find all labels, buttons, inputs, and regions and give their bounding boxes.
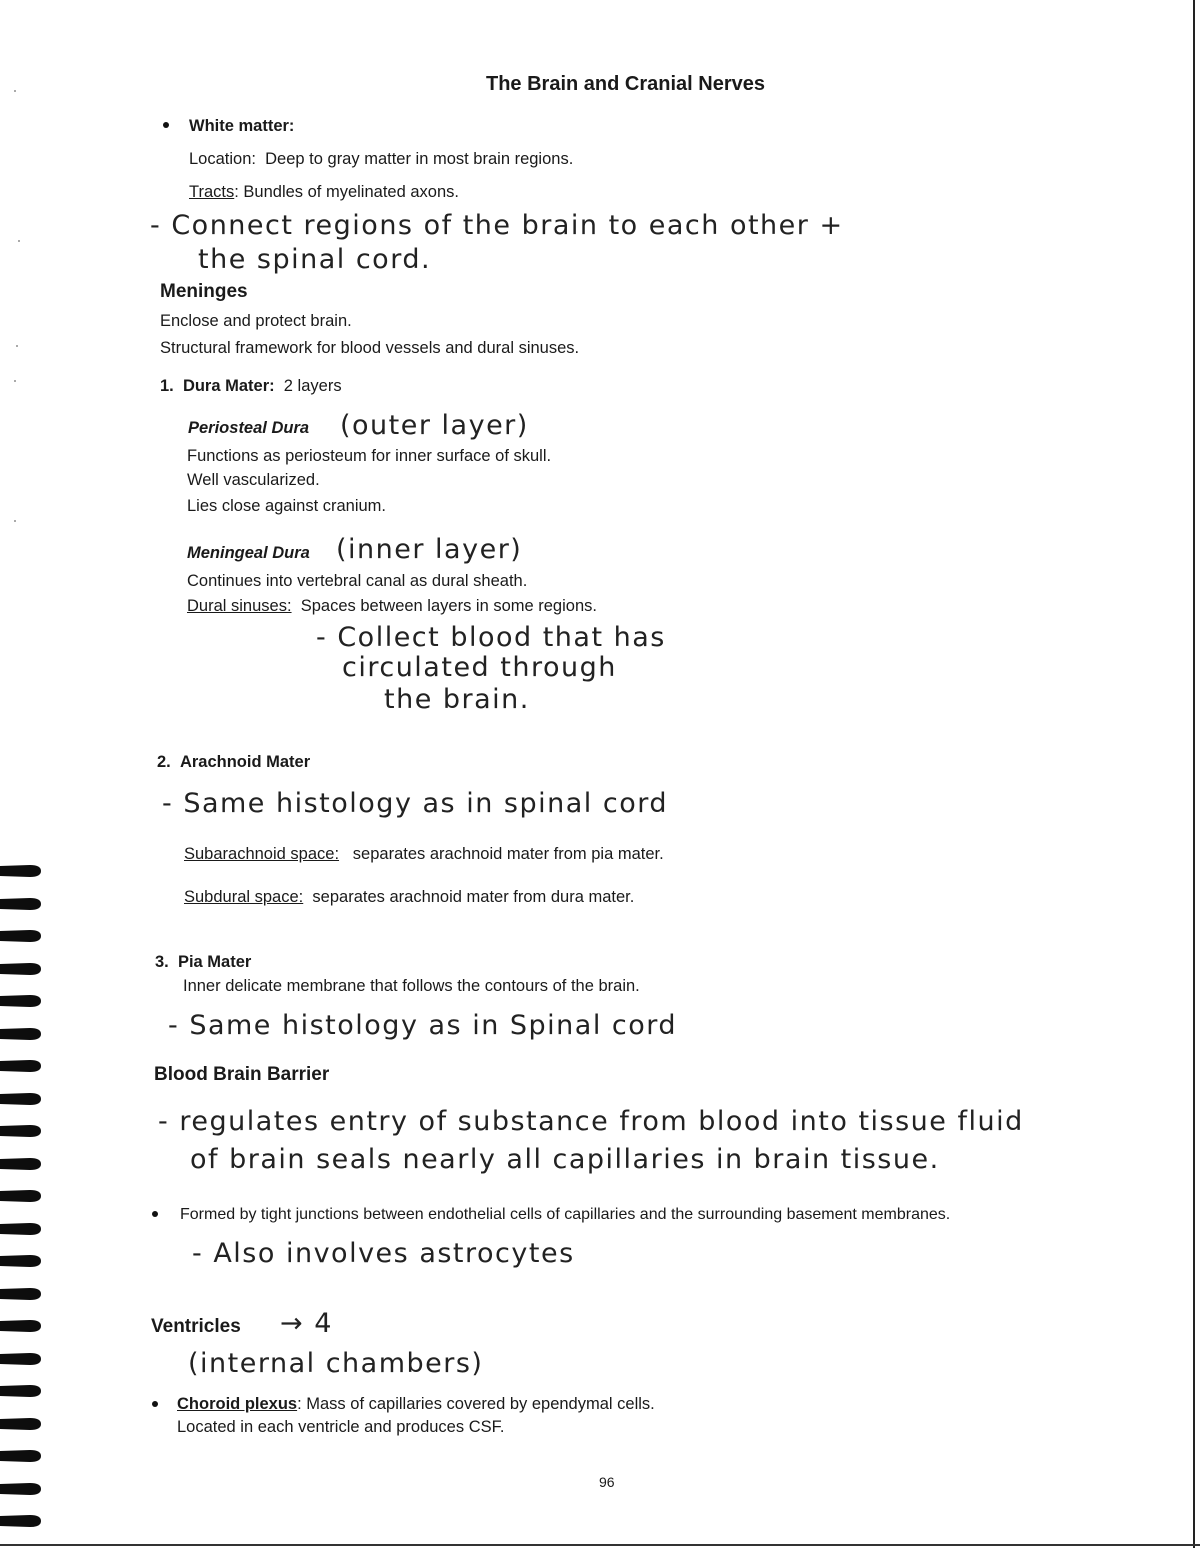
- binding-coil: [0, 1480, 42, 1498]
- binding-coil: [0, 1512, 42, 1530]
- handwritten-note: (inner layer): [336, 534, 523, 565]
- binding-coil: [0, 1382, 42, 1400]
- handwritten-note: - Also involves astrocytes: [192, 1238, 575, 1269]
- page-title: The Brain and Cranial Nerves: [486, 73, 765, 95]
- subdural-space: [184, 887, 634, 907]
- handwritten-note: the spinal cord.: [198, 244, 432, 275]
- handwritten-note: - Connect regions of the brain to each other +: [150, 210, 844, 241]
- binding-coil: [0, 1155, 42, 1173]
- choroid-plexus: [177, 1394, 655, 1414]
- bbb-heading: Blood Brain Barrier: [154, 1064, 330, 1085]
- handwritten-note: (outer layer): [340, 410, 529, 441]
- white-matter-tracts: [189, 182, 459, 202]
- binding-coil: [0, 960, 42, 978]
- binding-coil: [0, 1090, 42, 1108]
- meningeal-dura-heading: Meningeal Dura: [187, 544, 310, 562]
- arachnoid-heading: [157, 752, 310, 772]
- ventricles-heading: Ventricles: [151, 1316, 241, 1337]
- handwritten-note: circulated through: [342, 652, 617, 683]
- bullet: [152, 1401, 158, 1407]
- binding-coil: [0, 862, 42, 880]
- scan-speck: [14, 520, 16, 522]
- handwritten-note: - Same histology as in Spinal cord: [168, 1010, 678, 1041]
- page-edge-right: [1193, 0, 1195, 1548]
- binding-coil: [0, 1057, 42, 1075]
- scan-speck: [14, 90, 16, 92]
- pia-mater-text: Inner delicate membrane that follows the contours of the brain.: [183, 977, 640, 995]
- bullet: [152, 1211, 158, 1217]
- periosteal-line: Well vascularized.: [187, 471, 320, 489]
- pia-mater-heading: [155, 952, 251, 972]
- subdural-text: separates arachnoid mater from dura mater.: [312, 888, 635, 906]
- dural-sinuses-text: Spaces between layers in some regions.: [300, 597, 597, 615]
- handwritten-note: - Collect blood that has: [316, 622, 666, 653]
- binding-coil: [0, 1285, 42, 1303]
- subarachnoid-label: Subarachnoid space:: [184, 845, 340, 863]
- pia-title: Pia Mater: [177, 953, 252, 971]
- choroid-line: Located in each ventricle and produces CSF.: [177, 1418, 505, 1436]
- subdural-label: Subdural space:: [184, 888, 304, 906]
- binding-coil: [0, 1350, 42, 1368]
- binding-coil: [0, 1317, 42, 1335]
- periosteal-line: Lies close against cranium.: [187, 497, 387, 515]
- binding-coil: [0, 1220, 42, 1238]
- handwritten-note: → 4: [280, 1308, 333, 1339]
- handwritten-note: - regulates entry of substance from blood into tissue fluid: [158, 1106, 1024, 1137]
- choroid-text: : Mass of capillaries covered by ependymal cells.: [297, 1395, 655, 1413]
- periosteal-dura-heading: Periosteal Dura: [188, 419, 310, 437]
- scan-speck: [18, 240, 20, 242]
- meninges-line: Structural framework for blood vessels and dural sinuses.: [160, 339, 580, 357]
- location-text: Deep to gray matter in most brain regions.: [265, 150, 574, 168]
- binding-coil: [0, 992, 42, 1010]
- page-edge-bottom: [0, 1544, 1200, 1546]
- arachnoid-title: Arachnoid Mater: [179, 753, 311, 771]
- arachnoid-number: 2.: [157, 753, 171, 771]
- tracts-label: Tracts: [189, 183, 235, 201]
- handwritten-note: of brain seals nearly all capillaries in brain tissue.: [190, 1144, 940, 1175]
- pia-number: 3.: [155, 953, 169, 971]
- binding-coil: [0, 1025, 42, 1043]
- dura-number: 1.: [160, 377, 174, 395]
- binding-coil: [0, 927, 42, 945]
- choroid-label: Choroid plexus: [177, 1395, 298, 1413]
- subarachnoid-space: [184, 844, 664, 864]
- meningeal-line: Continues into vertebral canal as dural sheath.: [187, 572, 528, 590]
- binding-coil: [0, 1122, 42, 1140]
- white-matter-location: [189, 149, 573, 169]
- meninges-heading: Meninges: [160, 281, 248, 302]
- bbb-bullet-text: Formed by tight junctions between endothelial cells of capillaries and the surrounding basement membranes.: [180, 1206, 951, 1223]
- binding-coil: [0, 1252, 42, 1270]
- scan-speck: [14, 380, 16, 382]
- handwritten-note: - Same histology as in spinal cord: [162, 788, 668, 819]
- periosteal-line: Functions as periosteum for inner surface of skull.: [187, 447, 552, 465]
- handwritten-note: (internal chambers): [188, 1348, 484, 1379]
- dural-sinuses: [187, 596, 597, 616]
- handwritten-note: the brain.: [384, 684, 530, 715]
- meninges-line: Enclose and protect brain.: [160, 312, 352, 330]
- binding-coil: [0, 1447, 42, 1465]
- subarachnoid-text: separates arachnoid mater from pia mater.: [352, 845, 664, 863]
- white-matter-heading: White matter:: [189, 117, 295, 135]
- dura-title: Dura Mater:: [182, 377, 275, 395]
- dural-sinuses-label: Dural sinuses:: [187, 597, 292, 615]
- location-label: Location:: [189, 150, 256, 168]
- binding-coil: [0, 1187, 42, 1205]
- binding-coil: [0, 895, 42, 913]
- page-number: 96: [599, 1474, 615, 1490]
- tracts-text: : Bundles of myelinated axons.: [234, 183, 459, 201]
- bullet: [163, 122, 169, 128]
- scan-speck: [16, 345, 18, 347]
- dura-mater-heading: [160, 376, 342, 396]
- dura-layers: 2 layers: [283, 377, 342, 395]
- binding-coil: [0, 1415, 42, 1433]
